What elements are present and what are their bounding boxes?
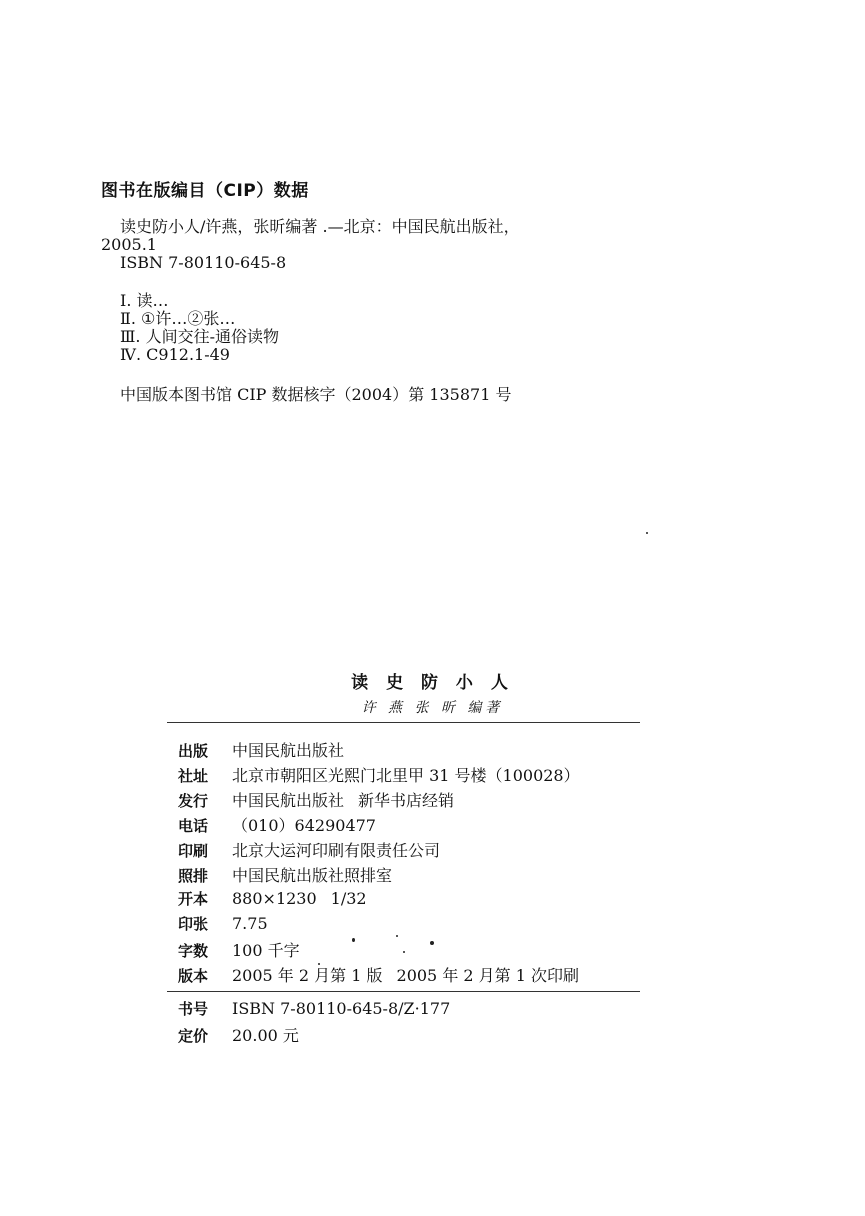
colophon-label: 印刷: [178, 842, 209, 860]
colophon-value: 中国民航出版社照排室: [232, 866, 393, 885]
colophon-label: 印张: [178, 915, 209, 933]
colophon-value: 中国民航出版社: [232, 741, 345, 760]
scan-speck: [352, 938, 355, 942]
colophon-row-publisher: [178, 738, 344, 763]
colophon-bottom-rule: [167, 991, 640, 992]
colophon-value: 880×1230: [232, 889, 317, 908]
scan-speck: [403, 951, 405, 953]
colophon-value: 100 千字: [232, 941, 300, 960]
cip-classification-2: Ⅱ. ①许…②张…: [120, 309, 236, 328]
colophon-label: 照排: [178, 867, 209, 885]
colophon-value: ISBN 7-80110-645-8/Z·177: [232, 999, 451, 1018]
colophon-label: 电话: [178, 817, 209, 835]
colophon-value-secondary: 1/32: [330, 889, 367, 908]
cip-verification-number: 中国版本图书馆 CIP 数据核字（2004）第 135871 号: [120, 385, 512, 404]
colophon-value: （010）64290477: [232, 816, 376, 835]
colophon-row-address: [178, 763, 580, 788]
colophon-row-phone: [178, 813, 376, 838]
colophon-row-sheets: [178, 913, 268, 938]
colophon-label: 版本: [178, 967, 209, 985]
cip-classification-3: Ⅲ. 人间交往-通俗读物: [120, 327, 280, 346]
cip-classification-1: Ⅰ. 读…: [120, 291, 169, 310]
colophon-label: 开本: [178, 890, 209, 908]
scan-speck: [396, 935, 398, 937]
colophon-value: 中国民航出版社: [232, 791, 345, 810]
colophon-row-printer: [178, 838, 440, 863]
colophon-value-secondary: 2005 年 2 月第 1 次印刷: [396, 966, 580, 985]
colophon-top-rule: [167, 722, 640, 723]
colophon-row-word-count: [178, 938, 300, 963]
scan-speck: [646, 532, 648, 534]
colophon-value: 北京大运河印刷有限责任公司: [232, 841, 441, 860]
colophon-row-edition: [178, 963, 579, 988]
colophon-label: 定价: [178, 1027, 209, 1045]
cip-isbn: ISBN 7-80110-645-8: [120, 253, 287, 272]
colophon-label: 出版: [178, 742, 209, 760]
colophon-value: 7.75: [232, 914, 268, 933]
scan-speck: [430, 941, 434, 945]
book-authors: 许 燕 张 昕 编著: [361, 700, 504, 716]
colophon-value-secondary: 新华书店经销: [358, 791, 455, 810]
colophon-label: 字数: [178, 942, 209, 960]
colophon-row-price: [178, 1023, 299, 1048]
colophon-row-typesetting: [178, 863, 392, 888]
cip-main-entry: 读史防小人/许燕，张昕编著 .—北京：中国民航出版社，: [120, 217, 520, 236]
colophon-label: 发行: [178, 792, 209, 810]
colophon-row-isbn: [178, 998, 450, 1023]
colophon-row-format: [178, 888, 367, 913]
colophon-value: 2005 年 2 月第 1 版: [232, 966, 383, 985]
colophon-value: 北京市朝阳区光熙门北里甲 31 号楼（100028）: [232, 766, 580, 785]
scan-speck: [318, 963, 320, 965]
cip-classification-4: Ⅳ. C912.1-49: [120, 345, 230, 364]
colophon-value: 20.00 元: [232, 1026, 299, 1045]
book-title: 读 史 防 小 人: [351, 673, 514, 693]
cip-heading: 图书在版编目（CIP）数据: [101, 181, 309, 201]
colophon-row-distribution: [178, 788, 454, 813]
colophon-label: 书号: [178, 1000, 209, 1018]
colophon-label: 社址: [178, 767, 209, 785]
cip-date: 2005.1: [101, 235, 157, 254]
